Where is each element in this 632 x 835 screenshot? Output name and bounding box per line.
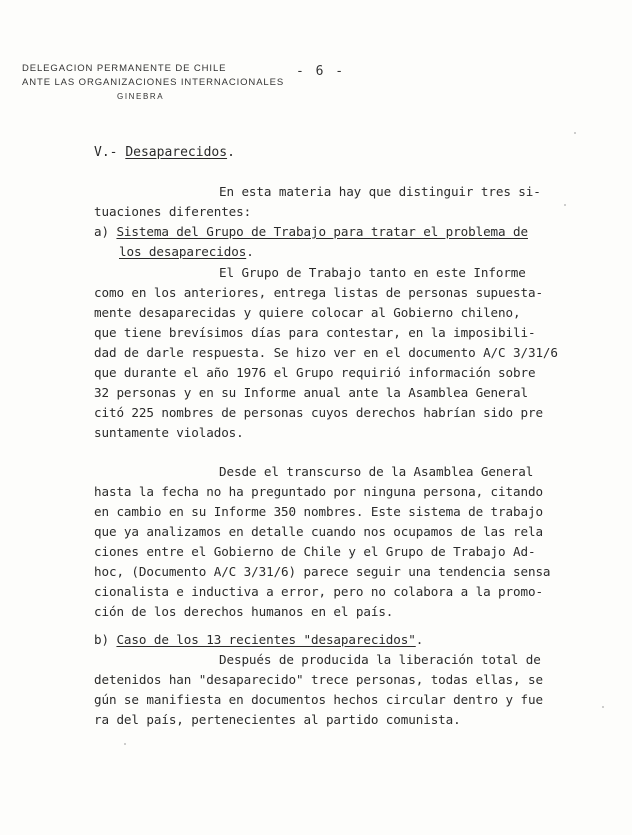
text-line: que tiene brevísimos días para contestar, en la imposibili- bbox=[94, 325, 536, 340]
text-line: que ya analizamos en detalle cuando nos ocupamos de las rela bbox=[94, 524, 543, 539]
scan-speck bbox=[564, 204, 566, 206]
item-a-heading bbox=[94, 224, 528, 239]
text-line: El Grupo de Trabajo tanto en este Informe bbox=[219, 265, 526, 280]
letterhead bbox=[22, 62, 284, 104]
text-line: hoc, (Documento A/C 3/31/6) parece seguir una tendencia sensa bbox=[94, 564, 551, 579]
section-title-period: . bbox=[227, 145, 235, 160]
text-line: detenidos han "desaparecido" trece personas, todas ellas, se bbox=[94, 672, 543, 687]
scan-speck bbox=[124, 743, 126, 745]
scan-speck bbox=[602, 706, 604, 708]
item-a-title-line: Sistema del Grupo de Trabajo para tratar el problema de bbox=[116, 224, 528, 239]
item-b-heading bbox=[94, 632, 423, 647]
item-a-marker: a) bbox=[94, 224, 109, 239]
text-line: ciones entre el Gobierno de Chile y el Grupo de Trabajo Ad- bbox=[94, 544, 536, 559]
text-line: 32 personas y en su Informe anual ante la Asamblea General bbox=[94, 385, 528, 400]
section-heading bbox=[94, 145, 235, 160]
scan-speck bbox=[574, 132, 576, 134]
section-number: V.- bbox=[94, 145, 118, 160]
text-line: mente desaparecidas y quiere colocar al Gobierno chileno, bbox=[94, 305, 521, 320]
text-line: cionalista e inductiva a error, pero no colabora a la promo- bbox=[94, 584, 543, 599]
text-line: Desde el transcurso de la Asamblea General bbox=[219, 464, 534, 479]
item-a-title-period: . bbox=[246, 244, 254, 259]
item-a-heading-cont bbox=[119, 244, 254, 259]
page-number: - 6 - bbox=[296, 64, 346, 79]
item-a-title-line: los desaparecidos bbox=[119, 244, 247, 259]
text-line: suntamente violados. bbox=[94, 425, 244, 440]
text-line: que durante el año 1976 el Grupo requirió información sobre bbox=[94, 365, 536, 380]
item-b-title-period: . bbox=[415, 632, 424, 647]
item-b-marker: b) bbox=[94, 632, 109, 647]
text-line: en cambio en su Informe 350 nombres. Este sistema de trabajo bbox=[94, 504, 543, 519]
text-line: citó 225 nombres de personas cuyos derechos habrían sido pre bbox=[94, 405, 543, 420]
text-line: gún se manifiesta en documentos hechos circular dentro y fue bbox=[94, 692, 543, 707]
text-line: Después de producida la liberación total de bbox=[219, 652, 541, 667]
letterhead-line-2: ANTE LAS ORGANIZACIONES INTERNACIONALES bbox=[22, 77, 285, 88]
letterhead-line-1: DELEGACION PERMANENTE DE CHILE bbox=[22, 63, 227, 74]
text-line: ción de los derechos humanos en el país. bbox=[94, 604, 394, 619]
section-title: Desaparecidos bbox=[125, 145, 228, 160]
letterhead-city: GINEBRA bbox=[117, 92, 165, 101]
item-b-title: Caso de los 13 recientes "desaparecidos" bbox=[116, 632, 416, 647]
text-line: hasta la fecha no ha preguntado por ninguna persona, citando bbox=[94, 484, 543, 499]
text-line: como en los anteriores, entrega listas de personas supuesta- bbox=[94, 285, 543, 300]
text-line: dad de darle respuesta. Se hizo ver en el documento A/C 3/31/6 bbox=[94, 345, 558, 360]
text-line: tuaciones diferentes: bbox=[94, 204, 252, 219]
text-line: En esta materia hay que distinguir tres si- bbox=[219, 184, 541, 199]
text-line: ra del país, pertenecientes al partido comunista. bbox=[94, 712, 461, 727]
